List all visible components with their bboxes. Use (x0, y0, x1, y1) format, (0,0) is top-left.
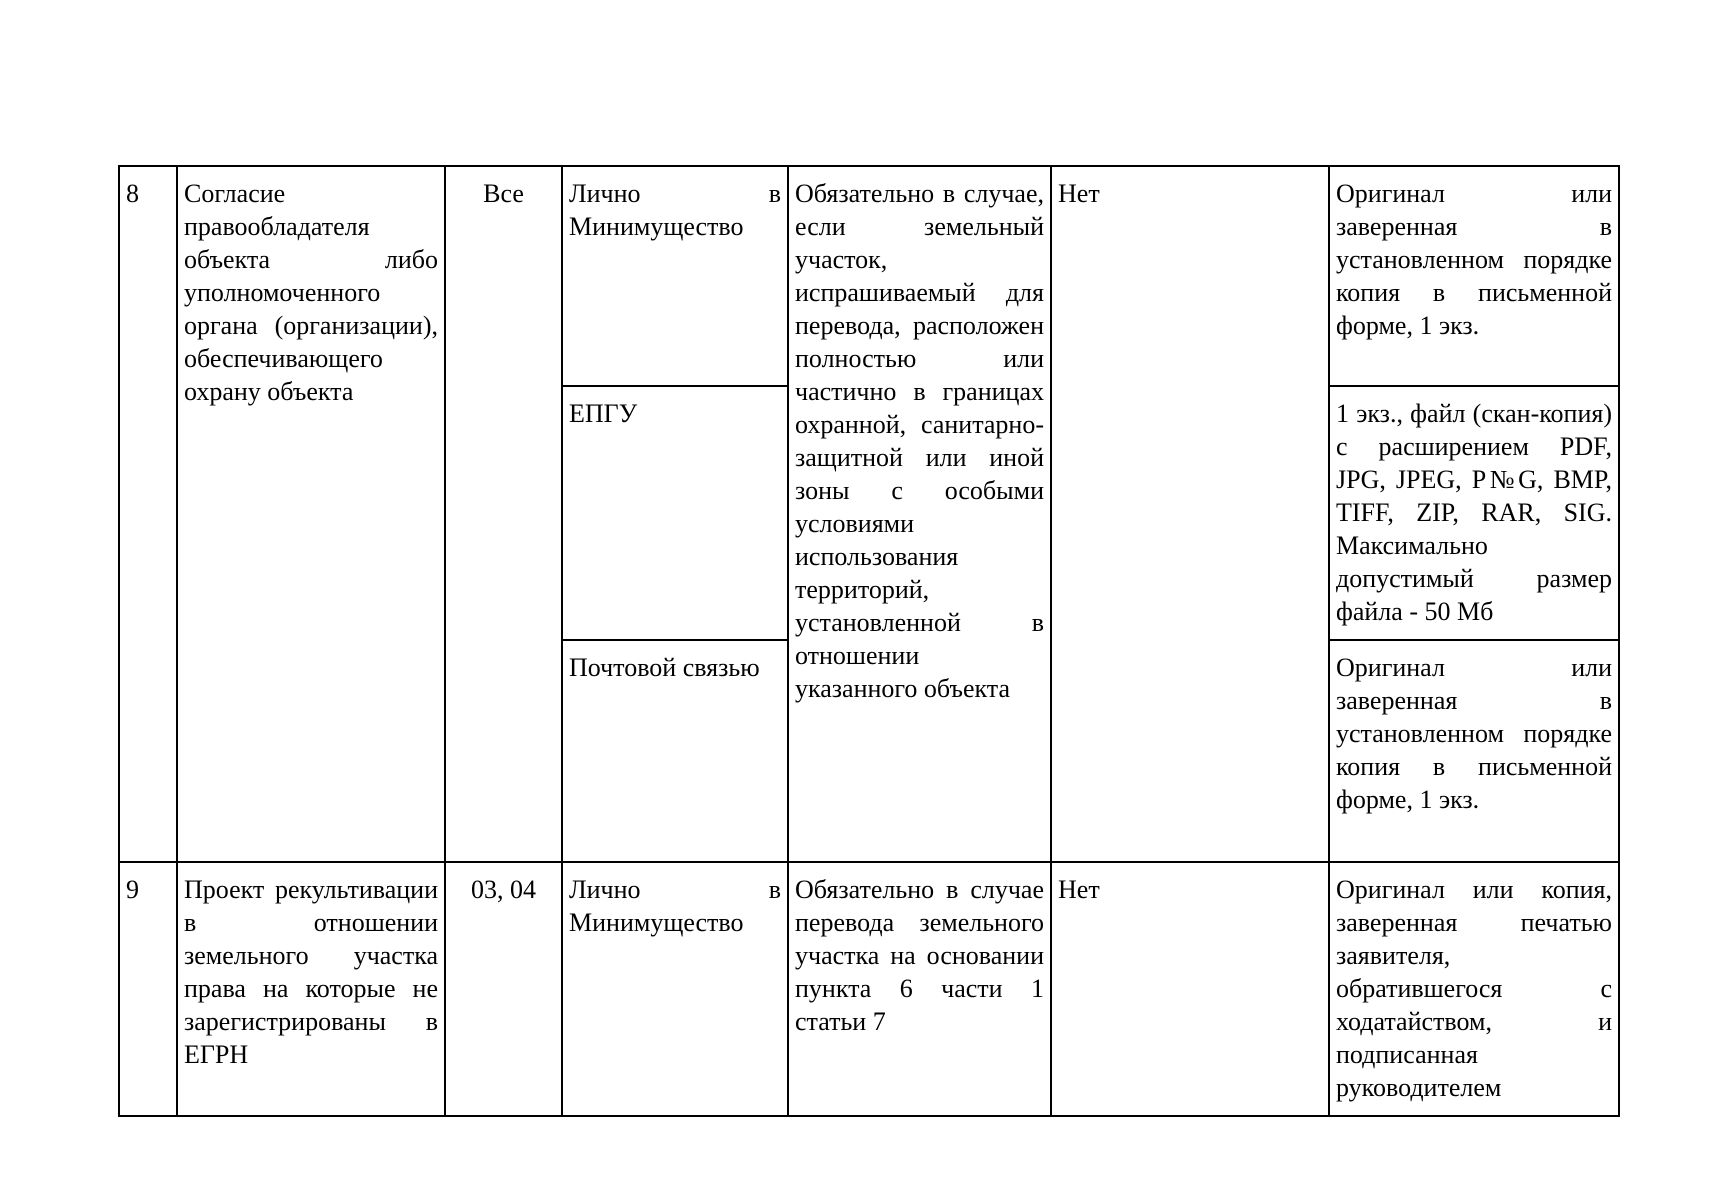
submission-method: Почтовой связью (562, 640, 788, 862)
document-form: 1 экз., файл (скан-копия) с расширением PDF, JPG, JPEG, P№G, BMP, TIFF, ZIP, RAR, SIG. Максимально допустимый размер файла - 50 Мб (1329, 386, 1619, 640)
row-number: 9 (119, 862, 177, 1116)
document-form: Оригинал или заверенная в установленном порядке копия в письменной форме, 1 экз. (1329, 166, 1619, 386)
document-form: Оригинал или копия, заверенная печатью заявителя, обратившегося с ходатайством, и подписанная руководителем (1329, 862, 1619, 1116)
document-name: Согласие правообладателя объекта либо уполномоченного органа (организации), обеспечивающего охрану объекта (177, 166, 445, 862)
requirement-condition: Обязательно в случае, если земельный участок, испрашиваемый для перевода, расположен полностью или частично в границах охранной, санитарно-защитной или иной зоны с особыми условиями использования территорий, установленной в отношении указанного объекта (788, 166, 1051, 862)
interagency-flag: Нет (1051, 862, 1329, 1116)
applicant-category: Все (445, 166, 562, 862)
submission-method: Лично в Минимущество (562, 166, 788, 386)
submission-method: Лично в Минимущество (562, 862, 788, 1116)
row-number: 8 (119, 166, 177, 862)
documents-table (118, 165, 1620, 1117)
table-row (119, 166, 1619, 386)
interagency-flag: Нет (1051, 166, 1329, 862)
document-name: Проект рекультивации в отношении земельного участка права на которые не зарегистрированы в ЕГРН (177, 862, 445, 1116)
applicant-category: 03, 04 (445, 862, 562, 1116)
table-row (119, 862, 1619, 1116)
submission-method: ЕПГУ (562, 386, 788, 640)
requirement-condition: Обязательно в случае перевода земельного участка на основании пункта 6 части 1 статьи 7 (788, 862, 1051, 1116)
document-form: Оригинал или заверенная в установленном порядке копия в письменной форме, 1 экз. (1329, 640, 1619, 862)
